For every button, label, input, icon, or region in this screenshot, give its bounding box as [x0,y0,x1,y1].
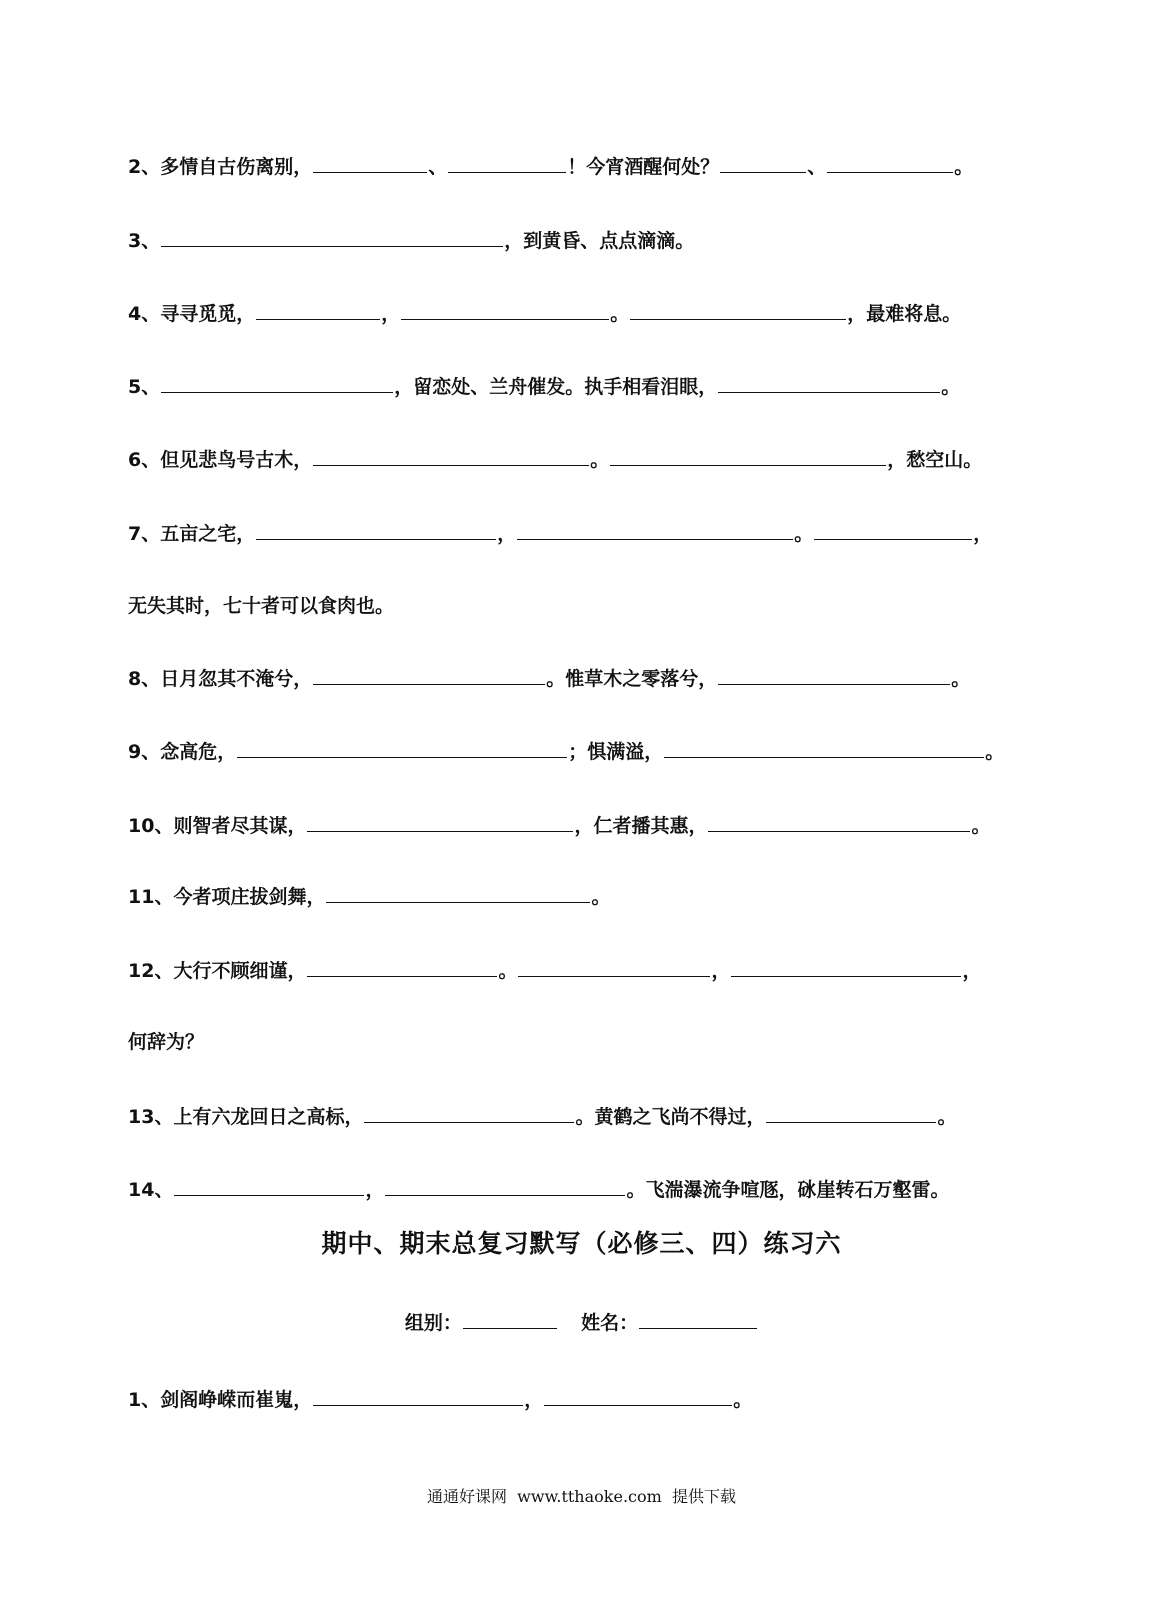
answer-blank[interactable] [401,300,609,320]
item-text: 8、日月忽其不淹兮， [128,668,313,690]
item-text: 3、 [128,230,161,252]
item-text: 。 [954,156,974,178]
name-label: 姓名： [581,1312,639,1334]
exercise-continuation [128,593,394,619]
item-text: ， [381,303,401,325]
answer-blank[interactable] [708,812,970,832]
answer-blank[interactable] [385,1176,625,1196]
exercise-item-8 [128,665,970,691]
answer-blank[interactable] [814,520,972,540]
answer-blank[interactable] [720,153,806,173]
item-text: 10、则智者尽其谋， [128,815,307,837]
answer-blank[interactable] [544,1386,732,1406]
item-text: ， [524,1389,544,1411]
item-text: 。 [498,960,518,982]
item-text: 。 [610,303,630,325]
item-text: 12、大行不顾细谨， [128,960,307,982]
item-text: 。 [971,815,991,837]
answer-blank[interactable] [313,153,427,173]
answer-blank[interactable] [664,738,984,758]
item-text: 4、寻寻觅觅， [128,303,256,325]
exercise-item-14 [128,1176,949,1202]
item-text: 2、多情自古伤离别， [128,156,313,178]
item-text: 13、上有六龙回日之高标， [128,1106,364,1128]
answer-blank[interactable] [161,227,503,247]
group-label: 组别： [404,1312,462,1334]
item-text: 1、剑阁峥嵘而崔嵬， [128,1389,313,1411]
answer-blank[interactable] [610,446,886,466]
item-text: 。 [794,523,814,545]
item-text: 无失其时，七十者可以食肉也。 [128,595,395,617]
item-text: 。黄鹤之飞尚不得过， [575,1106,766,1128]
item-text: ，留恋处、兰舟催发。执手相看泪眼， [394,376,718,398]
item-text: ， [973,523,993,545]
answer-blank[interactable] [518,957,710,977]
item-text: ；惧满溢， [568,741,664,763]
exercise-item-4 [128,300,961,326]
exercise-item-10 [128,812,990,838]
exercise-item-12 [128,957,982,983]
item-text: 、 [807,156,827,178]
answer-blank[interactable] [313,446,589,466]
item-text: ，到黄昏、点点滴滴。 [504,230,695,252]
exercise-item-1 [128,1386,752,1412]
item-text: 。惟草木之零落兮， [546,668,718,690]
answer-blank[interactable] [307,957,497,977]
page-footer: 通通好课网 www.tthaoke.com 提供下载 [427,1487,736,1506]
item-text: 、 [428,156,448,178]
answer-blank[interactable] [630,300,846,320]
item-text: 9、念高危， [128,741,237,763]
item-text: 。 [985,741,1005,763]
answer-blank[interactable] [256,300,380,320]
item-text: ， [711,960,731,982]
item-text: 。 [941,376,961,398]
item-text: ， [365,1179,385,1201]
answer-blank[interactable] [237,738,567,758]
answer-blank[interactable] [517,520,793,540]
exercise-continuation [128,1029,204,1055]
item-text: 。 [937,1106,957,1128]
name-field[interactable] [639,1309,757,1329]
answer-blank[interactable] [364,1103,574,1123]
exercise-item-3 [128,227,694,253]
item-text: ，最难将息。 [847,303,962,325]
answer-blank[interactable] [766,1103,936,1123]
item-text: ，仁者播其惠， [574,815,708,837]
item-text: ， [962,960,982,982]
item-text: 。 [591,886,611,908]
exercise-item-13 [128,1103,956,1129]
exercise-item-7 [128,520,992,546]
item-text: 7、五亩之宅， [128,523,256,545]
item-text: 14、 [128,1179,174,1201]
answer-blank[interactable] [718,373,940,393]
answer-blank[interactable] [161,373,393,393]
item-text: 5、 [128,376,161,398]
exercise-item-9 [128,738,1004,764]
student-info [0,1308,1163,1335]
answer-blank[interactable] [326,883,590,903]
item-text: 。 [951,668,971,690]
item-text: ！今宵酒醒何处？ [567,156,720,178]
item-text: ，愁空山。 [887,449,983,471]
answer-blank[interactable] [827,153,953,173]
item-text: 何辞为？ [128,1031,205,1053]
answer-blank[interactable] [174,1176,364,1196]
answer-blank[interactable] [256,520,496,540]
item-text: 。飞湍瀑流争喧豗，砯崖转石万壑雷。 [626,1179,950,1201]
answer-blank[interactable] [718,665,950,685]
item-text: 6、但见悲鸟号古木， [128,449,313,471]
exercise-item-5 [128,373,960,399]
group-field[interactable] [463,1309,557,1329]
answer-blank[interactable] [448,153,566,173]
answer-blank[interactable] [731,957,961,977]
item-text: 。 [590,449,610,471]
exercise-item-2 [128,153,973,179]
exercise-item-11 [128,883,610,909]
answer-blank[interactable] [307,812,573,832]
item-text: 。 [733,1389,753,1411]
answer-blank[interactable] [313,665,545,685]
answer-blank[interactable] [313,1386,523,1406]
exercise-item-6 [128,446,982,472]
item-text: 11、今者项庄拔剑舞， [128,886,326,908]
item-text: ， [497,523,517,545]
section-title: 期中、期末总复习默写（必修三、四）练习六 [321,1229,842,1258]
